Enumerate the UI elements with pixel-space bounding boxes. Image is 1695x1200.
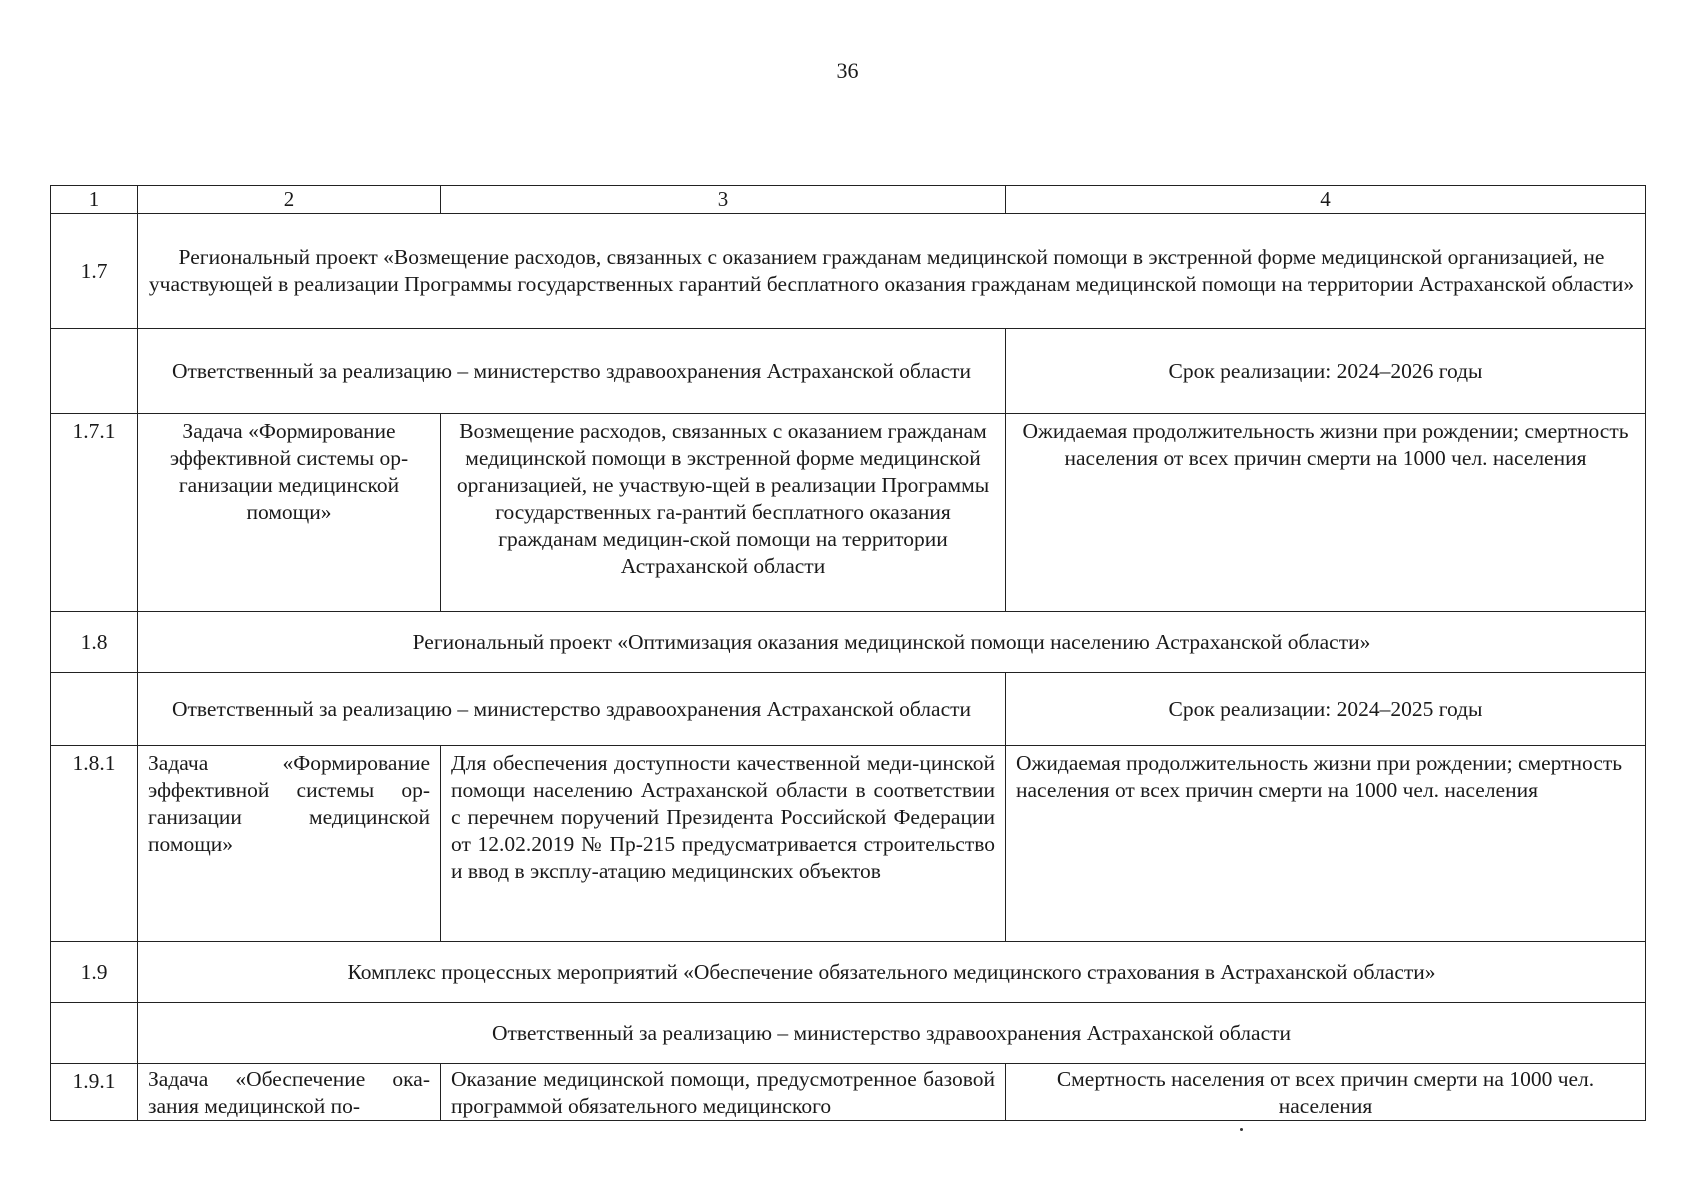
responsible-row-1-9 xyxy=(51,1003,1646,1064)
term-text: Срок реализации: 2024–2025 годы xyxy=(1006,673,1646,746)
task-number: 1.8.1 xyxy=(51,746,138,942)
responsible-row-1-8 xyxy=(51,673,1646,746)
header-row xyxy=(51,186,1646,214)
header-cell-4: 4 xyxy=(1006,186,1646,214)
task-indicators: Ожидаемая продолжительность жизни при рождении; смертность населения от всех причин смерти на 1000 чел. населения xyxy=(1006,746,1646,942)
task-description: Для обеспечения доступности качественной меди-цинской помощи населению Астраханской области в соответствии с перечнем поручений Президента Российской Федерации от 12.02.2019 № Пр-215 предусматривается строительство и ввод в эксплу-атацию медицинских объектов xyxy=(441,746,1006,942)
scan-speck xyxy=(1240,1128,1243,1131)
empty-cell xyxy=(51,1003,138,1064)
section-title: Региональный проект «Оптимизация оказания медицинской помощи населению Астраханской области» xyxy=(138,612,1646,673)
task-description: Возмещение расходов, связанных с оказанием гражданам медицинской помощи в экстренной форме медицинской организацией, не участвую-щей в реализации Программы государственных га-рантий бесплатного оказания гражданам медицин-ской помощи на территории Астраханской области xyxy=(441,414,1006,612)
header-cell-3: 3 xyxy=(441,186,1006,214)
header-cell-1: 1 xyxy=(51,186,138,214)
section-number: 1.9 xyxy=(51,942,138,1003)
section-number: 1.8 xyxy=(51,612,138,673)
task-name: Задача «Обеспечение ока-зания медицинской по- xyxy=(138,1064,441,1121)
section-title: Региональный проект «Возмещение расходов, связанных с оказанием гражданам медицинской помощи в экстренной форме медицинской организацией, не участвующей в реализации Программы государственных гарантий бесплатного оказания гражданам медицинской помощи на территории Астраханской области» xyxy=(138,214,1646,329)
task-row-1-7-1 xyxy=(51,414,1646,612)
responsible-row-1-7 xyxy=(51,329,1646,414)
task-indicators: Смертность населения от всех причин смерти на 1000 чел. населения xyxy=(1006,1064,1646,1121)
header-cell-2: 2 xyxy=(138,186,441,214)
task-indicators: Ожидаемая продолжительность жизни при рождении; смертность населения от всех причин смерти на 1000 чел. населения xyxy=(1006,414,1646,612)
responsible-text: Ответственный за реализацию – министерство здравоохранения Астраханской области xyxy=(138,329,1006,414)
task-number: 1.9.1 xyxy=(51,1064,138,1121)
empty-cell xyxy=(51,329,138,414)
task-name: Задача «Формирование эффективной системы ор-ганизации медицинской помощи» xyxy=(138,414,441,612)
section-row-1-8 xyxy=(51,612,1646,673)
section-row-1-9 xyxy=(51,942,1646,1003)
page-number: 36 xyxy=(836,58,859,83)
task-number: 1.7.1 xyxy=(51,414,138,612)
section-title: Комплекс процессных мероприятий «Обеспечение обязательного медицинского страхования в Астраханской области» xyxy=(138,942,1646,1003)
task-row-1-9-1 xyxy=(51,1064,1646,1121)
section-row-1-7 xyxy=(51,214,1646,329)
responsible-text: Ответственный за реализацию – министерство здравоохранения Астраханской области xyxy=(138,1003,1646,1064)
task-description: Оказание медицинской помощи, предусмотренное базовой программой обязательного медицинского xyxy=(441,1064,1006,1121)
task-row-1-8-1 xyxy=(51,746,1646,942)
responsible-text: Ответственный за реализацию – министерство здравоохранения Астраханской области xyxy=(138,673,1006,746)
section-number: 1.7 xyxy=(51,214,138,329)
task-name: Задача «Формирование эффективной системы ор-ганизации медицинской помощи» xyxy=(138,746,441,942)
program-table xyxy=(50,185,1646,1121)
empty-cell xyxy=(51,673,138,746)
term-text: Срок реализации: 2024–2026 годы xyxy=(1006,329,1646,414)
